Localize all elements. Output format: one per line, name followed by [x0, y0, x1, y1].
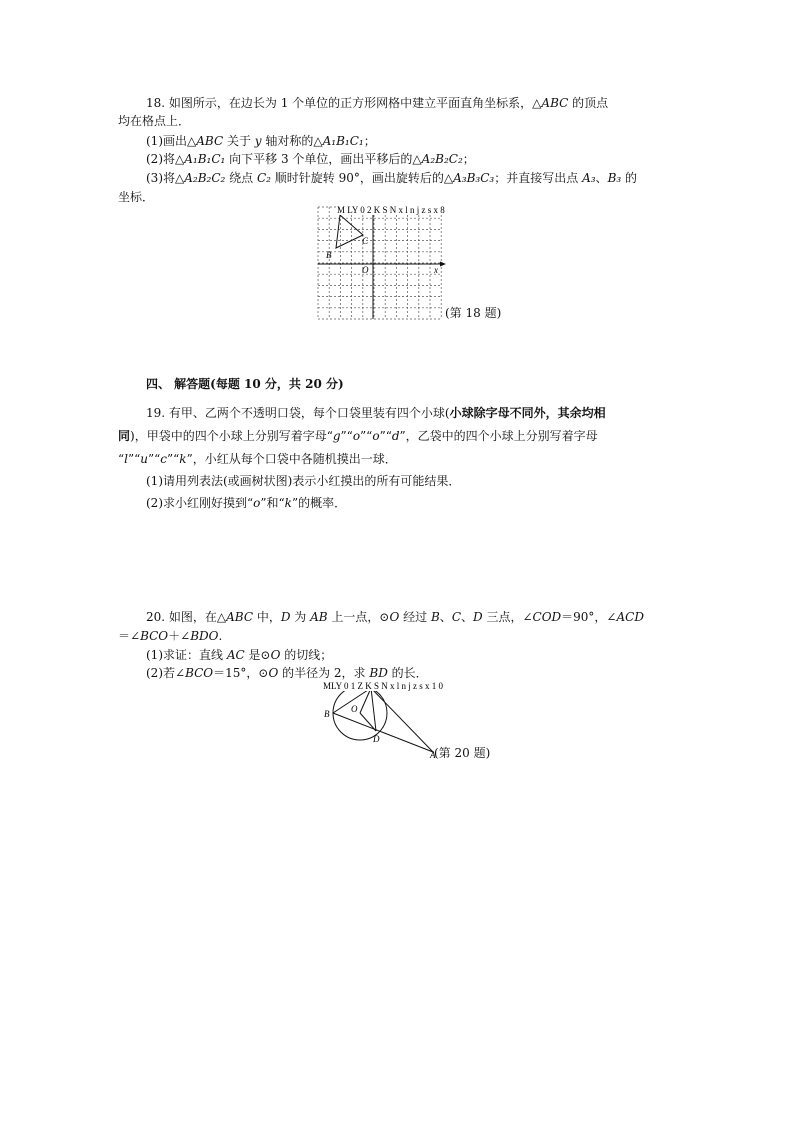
- q19-text: ”，乙袋中的四个小球上分别写着字母: [399, 429, 598, 443]
- q19-text: ”“: [379, 429, 392, 443]
- q20-text: 经过: [399, 610, 431, 624]
- q18-text: A₂B₂C₂: [421, 152, 463, 166]
- q18-watermark: M LY 0 2 K S N x l n j z s x 8: [337, 205, 445, 215]
- q20-geometry-figure: [318, 680, 448, 760]
- q19-text: u: [140, 452, 148, 466]
- q20-text: AC: [226, 648, 245, 662]
- q18-text: ABC: [541, 96, 569, 110]
- q19-text: ”的概率．: [291, 496, 347, 510]
- point-c-label: C: [362, 236, 369, 246]
- q18-line2: 均在格点上．: [118, 114, 191, 128]
- q18-text: 18. 如图所示，在边长为 1 个单位的正方形网格中建立平面直角坐标系，△: [146, 96, 542, 110]
- q18-line1: [146, 94, 608, 112]
- q20-text: ＝90°，∠: [561, 610, 617, 624]
- q19-sub2: [146, 494, 346, 512]
- q19-text: c: [160, 452, 168, 466]
- x-axis-label: x: [434, 265, 438, 275]
- q19-text: o: [253, 496, 261, 510]
- q18-text: 、: [595, 171, 608, 185]
- q19-text: )，甲袋中的四个小球上分别写着字母“: [130, 429, 333, 443]
- q19-text: o: [352, 429, 361, 443]
- q20-text: 的切线；: [280, 648, 333, 662]
- q20-text: 的长．: [387, 666, 428, 680]
- q18-sub3: [146, 169, 637, 187]
- q19-text: ”“: [127, 452, 141, 466]
- q20-text: .: [218, 629, 223, 643]
- q18-text: A₁B₁C₁: [322, 134, 364, 148]
- q19-text: 同: [118, 429, 131, 443]
- q18-sub3-cont: 坐标．: [118, 190, 155, 204]
- q18-text: A₂B₂C₂: [184, 171, 226, 185]
- q18-text: (2)将△: [146, 152, 185, 166]
- q20-text: B: [430, 610, 440, 624]
- q18-text: y: [254, 134, 262, 148]
- q20-text: 上一点，⊙: [327, 610, 390, 624]
- q20-text: AB: [310, 610, 328, 624]
- q19-text: d: [391, 429, 400, 443]
- q18-text: ；: [363, 134, 376, 148]
- q18-text: 绕点: [225, 171, 257, 185]
- q20-text: O: [268, 666, 279, 680]
- q20-text: 20. 如图，在△: [146, 610, 227, 624]
- q18-text: C₂: [256, 171, 271, 185]
- q18-text: A₃: [582, 171, 596, 185]
- q18-text: B₃: [607, 171, 622, 185]
- q18-text: 轴对称的△: [261, 134, 323, 148]
- origin-label: O: [362, 265, 369, 275]
- q19-text: ”，小红从每个口袋中各随机摸出一球．: [186, 452, 397, 466]
- q18-text: 的顶点: [568, 96, 609, 110]
- q19-line1: [146, 404, 606, 422]
- q18-text: 关于: [223, 134, 255, 148]
- q19-text: ”和“: [260, 496, 285, 510]
- q19-text: ”“: [360, 429, 373, 443]
- q20-text: ＝15°，⊙: [213, 666, 269, 680]
- q20-text: C: [451, 610, 461, 624]
- q19-text: g: [332, 429, 341, 443]
- segment-cd: [371, 688, 376, 731]
- point-o-label: O: [351, 704, 358, 714]
- q19-sub1: (1)请用列表法(或画树状图)表示小红摸出的所有可能结果．: [146, 474, 461, 488]
- q20-text: ＋∠: [168, 629, 191, 643]
- q20-text: 为: [290, 610, 311, 624]
- q19-text: k: [179, 452, 187, 466]
- q19-text: l: [124, 452, 128, 466]
- segment-ba: [333, 713, 433, 752]
- q20-watermark: MLY 0 1 Z K S N x l n j z s x 1 0: [323, 681, 444, 691]
- q20-caption: (第 20 题): [434, 746, 491, 760]
- q20-text: 是⊙: [244, 648, 271, 662]
- q18-text: 的: [621, 171, 638, 185]
- q20-text: O: [389, 610, 400, 624]
- q20-sub1: [146, 646, 332, 664]
- point-a-label: A: [430, 750, 436, 760]
- q19-line3: [118, 450, 397, 468]
- q18-text: (1)画出△: [146, 134, 197, 148]
- q19-text: k: [284, 496, 292, 510]
- q18-text: ABC: [196, 134, 224, 148]
- q20-text: O: [270, 648, 281, 662]
- q18-text: A₃B₃C₃: [453, 171, 495, 185]
- q20-text: (1)求证：直线: [146, 648, 227, 662]
- q18-caption: (第 18 题): [445, 306, 502, 320]
- q20-text: BDO: [190, 629, 219, 643]
- segment-od: [360, 713, 376, 731]
- q20-text: BCO: [185, 666, 214, 680]
- q19-text: (2)求小红刚好摸到“: [146, 496, 254, 510]
- q19-text: ”“: [167, 452, 180, 466]
- q20-text: (2)若∠: [146, 666, 186, 680]
- point-b-label: B: [326, 250, 332, 260]
- x-axis-arrow: [440, 262, 446, 267]
- q18-text: (3)将△: [146, 171, 185, 185]
- q20-text: ABC: [226, 610, 254, 624]
- q19-text: ”“: [340, 429, 353, 443]
- q20-text: 中，: [253, 610, 281, 624]
- q18-sub2: [146, 150, 475, 168]
- q18-text: A₁B₁C₁: [184, 152, 226, 166]
- point-d-label: D: [373, 734, 380, 744]
- q20-text: D: [280, 610, 291, 624]
- q19-line2: [118, 427, 598, 445]
- q19-text: ”“: [148, 452, 161, 466]
- q19-text: 小球除字母不同外，其余均相: [449, 406, 606, 420]
- q20-line1: [146, 608, 644, 626]
- q19-text: o: [372, 429, 380, 443]
- q20-text: ＝∠: [118, 629, 141, 643]
- grid-lines: [318, 207, 441, 319]
- q20-text: COD: [532, 610, 562, 624]
- section4-title: 四、 解答题(每题 10 分，共 20 分): [146, 377, 344, 391]
- q20-text: 、: [439, 610, 452, 624]
- q20-text: 的半径为 2，求: [278, 666, 370, 680]
- q19-text: 19. 有甲、乙两个不透明口袋，每个口袋里装有四个小球(: [146, 406, 450, 420]
- q18-text: 向下平移 3 个单位，画出平移后的△: [225, 152, 422, 166]
- q19-text: “: [118, 452, 125, 466]
- segment-ca: [371, 688, 433, 752]
- q18-text: 顺时针旋转 90°，画出旋转后的△: [270, 171, 454, 185]
- q18-grid-figure: [314, 203, 449, 321]
- point-b-label: B: [324, 709, 330, 719]
- triangle-abc: [336, 215, 363, 248]
- q18-text: ；并直接写出点: [494, 171, 583, 185]
- q18-sub1: [146, 132, 376, 150]
- q20-text: ACD: [616, 610, 644, 624]
- q18-text: ；: [462, 152, 475, 166]
- q20-text: BCO: [140, 629, 169, 643]
- q20-line2: [118, 627, 222, 645]
- q20-text: 、: [461, 610, 474, 624]
- q20-text: 三点，∠: [482, 610, 533, 624]
- q20-text: BD: [369, 666, 388, 680]
- q20-text: D: [473, 610, 483, 624]
